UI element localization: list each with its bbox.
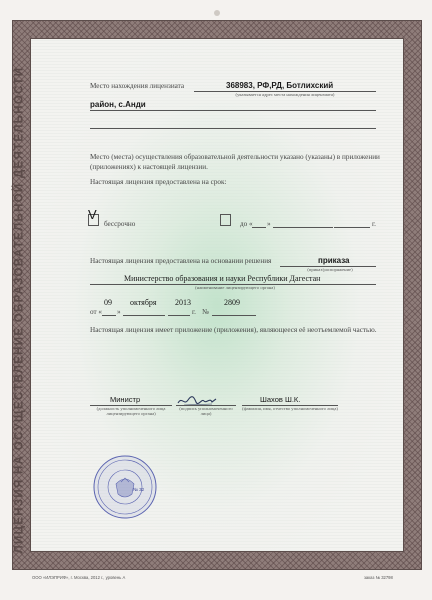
- printer-info: ООО «ИЛЭПРИФ», г. Москва, 2012 г., уровень А: [32, 575, 126, 580]
- until-year-line: [334, 227, 370, 228]
- side-title-text: ЛИЦЕНЗИЯ НА ОСУЩЕСТВЛЕНИЕ ОБРАЗОВАТЕЛЬНОЙ ДЕЯТЕЛЬНОСТИ: [13, 66, 25, 554]
- address-label: Место нахождения лицензиата: [90, 82, 185, 90]
- from-month-line: [123, 315, 165, 316]
- basis-label: Настоящая лицензия предоставлена на основании решения: [90, 257, 272, 265]
- unlimited-label: бессрочно: [104, 220, 136, 228]
- decision-caption: (приказ/распоряжение): [307, 267, 353, 272]
- punch-hole: [214, 10, 220, 16]
- until-year-suffix: г.: [372, 220, 376, 228]
- from-day-line: [102, 315, 116, 316]
- decision-number: 2809: [224, 298, 240, 307]
- decision-month: октября: [130, 298, 157, 307]
- until-checkbox: [220, 214, 231, 226]
- authority-caption: (наименование лицензирующего органа): [195, 285, 275, 290]
- number-line: [212, 315, 256, 316]
- side-title: [9, 66, 29, 554]
- from-year-suffix: г.: [192, 308, 196, 316]
- position-caption: (должность уполномоченного лица лицензирующего органа): [96, 406, 166, 417]
- check-mark: V: [88, 207, 97, 222]
- address-caption: (указывается адрес места нахождения лицензиата): [235, 92, 335, 97]
- until-day-line: [252, 227, 266, 228]
- from-close: »: [117, 308, 121, 316]
- decision-day: 09: [104, 298, 112, 307]
- order-number: заказ № 32798: [364, 575, 393, 580]
- address-value-line2: район, с.Анди: [90, 100, 146, 109]
- name-caption: (фамилия, имя, отчество уполномоченного лица): [242, 406, 338, 411]
- decision-type: приказа: [318, 256, 350, 265]
- address-value-line1: 368983, РФ,РД, Ботлихский: [226, 81, 334, 90]
- places-text: Место (места) осуществления образовательной деятельности указано (указаны) в приложении (приложениях) к настоящей лицензии.: [90, 153, 380, 171]
- position-value: Министр: [110, 395, 141, 404]
- address-line-3: [90, 128, 376, 129]
- official-name: Шахов Ш.К.: [260, 395, 301, 404]
- number-label: №: [202, 308, 209, 316]
- decision-year: 2013: [175, 298, 191, 307]
- annex-text: Настоящая лицензия имеет приложение (приложения), являющееся её неотъемлемой частью.: [90, 326, 377, 334]
- from-year-line: [168, 315, 190, 316]
- until-label: до «: [240, 220, 253, 228]
- signature-caption: (подпись уполномоченного лица): [179, 406, 233, 417]
- authority-name: Министерство образования и науки Республики Дагестан: [124, 274, 321, 283]
- license-content: [30, 38, 402, 550]
- until-month-line: [273, 227, 333, 228]
- address-line-2: [90, 110, 376, 111]
- from-label: от «: [90, 308, 103, 316]
- official-seal: [92, 454, 158, 520]
- seal-number: № 32: [133, 487, 145, 492]
- term-label: Настоящая лицензия предоставлена на срок:: [90, 178, 227, 186]
- until-close: »: [267, 220, 271, 228]
